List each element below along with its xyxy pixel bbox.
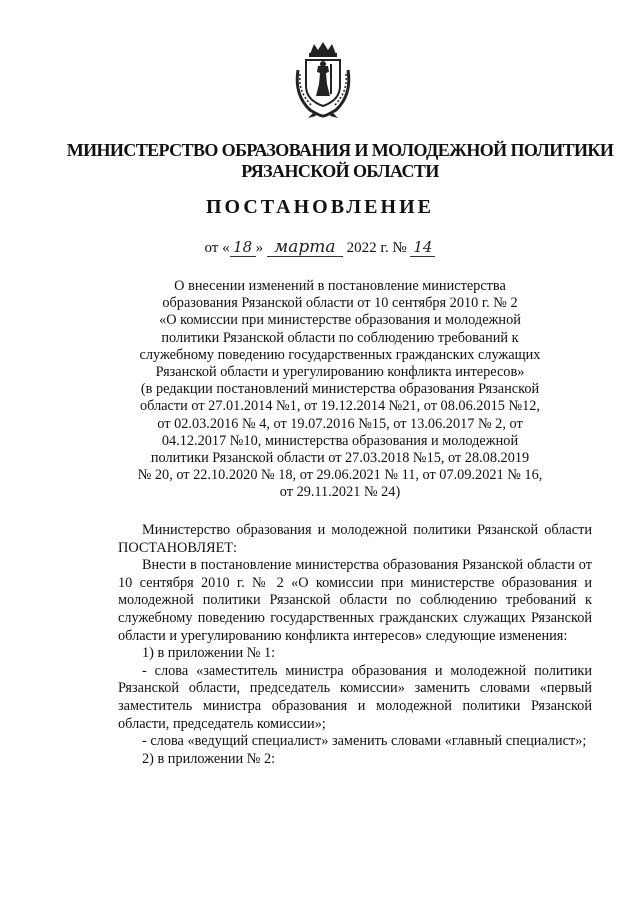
- subject-line: служебному поведению государственных гражданских служащих: [139, 346, 541, 363]
- date-line: [0, 238, 640, 258]
- subject-line: от 29.11.2021 № 24): [279, 484, 401, 501]
- document-type: ПОСТАНОВЛЕНИЕ: [206, 196, 434, 218]
- date-year-number-prefix: 2022 г. №: [346, 240, 407, 256]
- subject-line: образования Рязанской области от 10 сентября 2010 г. № 2: [162, 295, 518, 312]
- subject-line: (в редакции постановлений министерства образования Рязанской: [140, 381, 540, 398]
- body-paragraph: - слова «ведущий специалист» заменить словами «главный специалист»;: [142, 733, 587, 750]
- subject-line: области от 27.01.2014 №1, от 19.12.2014 №21, от 08.06.2015 №12,: [140, 398, 540, 415]
- body-paragraph: 1) в приложении № 1:: [142, 645, 276, 662]
- ministry-title-line: МИНИСТЕРСТВО ОБРАЗОВАНИЯ И МОЛОДЕЖНОЙ ПОЛИТИКИ: [66, 140, 614, 160]
- subject-line: О внесении изменений в постановление министерства: [174, 278, 506, 294]
- subject-line: 04.12.2017 №10, министерства образования и молодежной: [161, 432, 519, 449]
- ryazan-coat-of-arms-icon: [292, 40, 354, 118]
- body-paragraph: Министерство образования и молодежной политики Рязанской области ПОСТАНОВЛЯЕТ:: [118, 522, 592, 556]
- document-body: [118, 522, 592, 768]
- document-subject: [110, 278, 570, 502]
- subject-line: Рязанской области и урегулированию конфликта интересов»: [155, 364, 525, 381]
- subject-line: политики Рязанской области от 27.03.2018 №15, от 28.08.2019: [150, 450, 530, 467]
- ministry-title-line: РЯЗАНСКОЙ ОБЛАСТИ: [241, 161, 439, 181]
- subject-line: политики Рязанской области по соблюдению требований к: [161, 329, 519, 346]
- date-prefix: от «: [204, 240, 230, 256]
- date-month: марта: [267, 239, 343, 257]
- body-paragraph: Внести в постановление министерства образования Рязанской области от 10 сентября 2010 г. № 2 «О комиссии при министерстве образования и молодежной политики Рязанской области по соблюдению требований к служебному поведению государственных гражданских служащих Рязанской области и урегулированию конфликта интересов» следующие изменения:: [118, 557, 592, 644]
- body-paragraph: - слова «заместитель министра образования и молодежной политики Рязанской области, председатель комиссии» заменить словами «первый заместитель министра образования и молодежной политики Рязанской области, председатель комиссии»;: [118, 662, 592, 732]
- body-paragraph: 2) в приложении № 2:: [142, 750, 276, 767]
- ministry-title: [60, 140, 620, 182]
- document-number: 14: [410, 239, 435, 257]
- subject-line: № 20, от 22.10.2020 № 18, от 29.06.2021 № 11, от 07.09.2021 № 16,: [137, 467, 543, 484]
- subject-line: «О комиссии при министерстве образования и молодежной: [159, 312, 521, 329]
- date-day: 18: [230, 239, 256, 257]
- date-middle: »: [255, 240, 264, 256]
- subject-line: от 02.03.2016 № 4, от 19.07.2016 №15, от 13.06.2017 № 2, от: [157, 415, 523, 432]
